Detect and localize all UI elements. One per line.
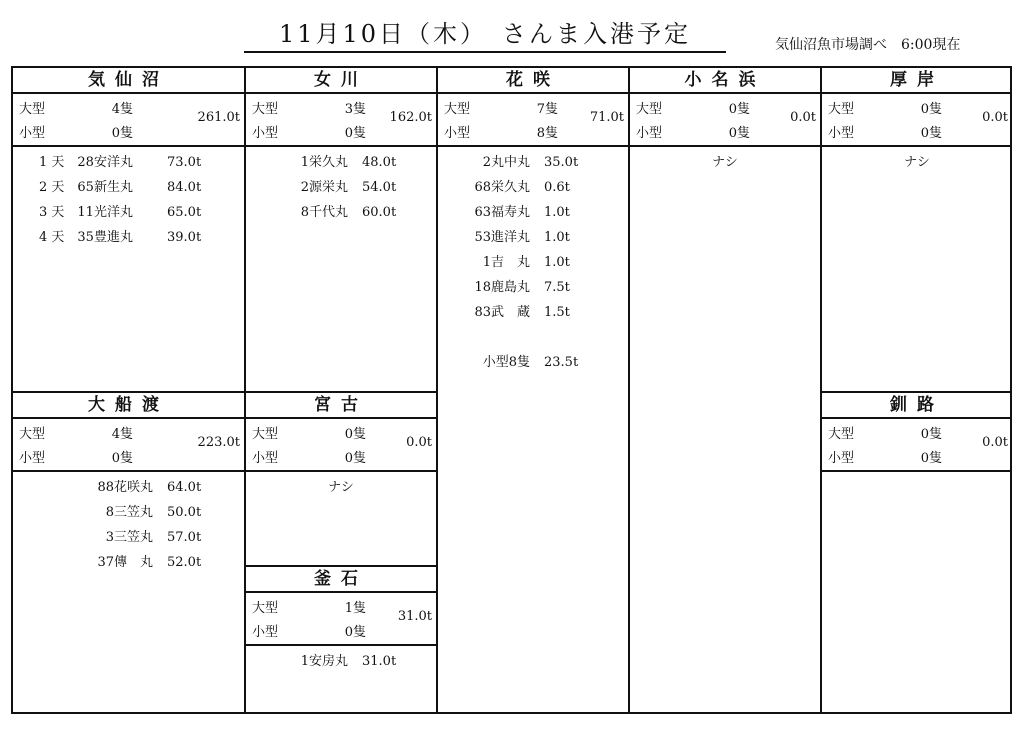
vessel-name: 2丸中丸 (482, 155, 530, 170)
port-name: 花咲 (438, 68, 628, 94)
large-label: 大型 (252, 427, 279, 442)
vessel-tonnage: 84.0t (167, 180, 202, 195)
large-count: 0隻 (920, 102, 942, 117)
vessel-list (438, 147, 628, 378)
port-summary (13, 94, 244, 147)
large-count: 1隻 (344, 601, 366, 616)
port-summary (630, 94, 820, 147)
vessel-name: 53進洋丸 (474, 230, 530, 245)
vessel-tonnage: 0.6t (544, 180, 570, 195)
large-label: 大型 (252, 601, 279, 616)
vessel-tonnage: 1.0t (544, 205, 570, 220)
vessel-name: 小型8隻 (482, 355, 530, 370)
vessel-row (13, 203, 244, 228)
port-miyako (246, 393, 436, 565)
total-tonnage: 0.0t (982, 435, 1008, 450)
vessel-name: 1栄久丸 (300, 155, 348, 170)
vessel-name: 68栄久丸 (474, 180, 530, 195)
vessel-row (438, 178, 628, 203)
total-tonnage: 0.0t (790, 110, 816, 125)
port-ofunato (13, 393, 244, 715)
vessel-name: 3 天 11光洋丸 (39, 205, 133, 220)
vessel-tonnage: 1.0t (544, 230, 570, 245)
no-arrivals: ナシ (712, 155, 738, 170)
small-label: 小型 (252, 126, 279, 141)
port-name: 厚岸 (822, 68, 1012, 94)
port-summary (246, 593, 436, 646)
vessel-name: 1安房丸 (300, 654, 348, 669)
port-summary (246, 94, 436, 147)
no-arrivals: ナシ (328, 480, 354, 495)
vessel-name: 3三笠丸 (105, 530, 153, 545)
vessel-name: 8三笠丸 (105, 505, 153, 520)
small-label: 小型 (19, 126, 46, 141)
vessel-tonnage: 73.0t (167, 155, 202, 170)
vessel-row (438, 353, 628, 378)
vessel-row (246, 178, 436, 203)
port-name: 小名浜 (630, 68, 820, 94)
port-summary (822, 94, 1012, 147)
large-label: 大型 (19, 102, 46, 117)
port-summary (438, 94, 628, 147)
vessel-name: 1吉 丸 (482, 255, 530, 270)
vessel-tonnage: 50.0t (167, 505, 202, 520)
vessel-tonnage: 60.0t (362, 205, 397, 220)
large-count: 7隻 (536, 102, 558, 117)
no-arrivals: ナシ (904, 155, 930, 170)
port-name: 気仙沼 (13, 68, 244, 94)
vessel-list (13, 472, 244, 578)
total-tonnage: 261.0t (197, 110, 240, 125)
vessel-name: 88花咲丸 (97, 480, 153, 495)
vessel-list (13, 147, 244, 253)
port-name: 大船渡 (13, 393, 244, 419)
total-tonnage: 162.0t (389, 110, 432, 125)
vessel-name: 37傳 丸 (97, 555, 153, 570)
vessel-list (246, 147, 436, 228)
small-count: 0隻 (344, 451, 366, 466)
small-label: 小型 (828, 126, 855, 141)
large-count: 4隻 (111, 427, 133, 442)
source-note: 気仙沼魚市場調べ 6:00現在 (775, 37, 961, 53)
vessel-name: 83武 蔵 (474, 305, 530, 320)
total-tonnage: 0.0t (406, 435, 432, 450)
large-count: 3隻 (344, 102, 366, 117)
small-count: 0隻 (344, 126, 366, 141)
vessel-row (246, 153, 436, 178)
port-onagawa (246, 68, 436, 391)
vessel-row (438, 278, 628, 303)
vessel-tonnage: 52.0t (167, 555, 202, 570)
vessel-row (438, 253, 628, 278)
port-hanasaki (438, 68, 628, 715)
vessel-row (13, 553, 244, 578)
vessel-list (246, 646, 436, 677)
port-akkeshi (822, 68, 1012, 391)
vessel-row (13, 178, 244, 203)
vessel-name: 18鹿島丸 (474, 280, 530, 295)
vessel-name: 1 天 28安洋丸 (39, 155, 133, 170)
port-summary (246, 419, 436, 472)
vessel-row (438, 203, 628, 228)
vessel-name: 2源栄丸 (300, 180, 348, 195)
small-count: 8隻 (536, 126, 558, 141)
vessel-row (438, 303, 628, 328)
vessel-tonnage: 35.0t (544, 155, 579, 170)
vessel-name: 2 天 65新生丸 (39, 180, 133, 195)
vessel-row (13, 503, 244, 528)
small-count: 0隻 (728, 126, 750, 141)
small-count: 0隻 (111, 126, 133, 141)
vessel-name: 4 天 35豊進丸 (39, 230, 133, 245)
vessel-tonnage: 23.5t (544, 355, 579, 370)
vessel-tonnage: 39.0t (167, 230, 202, 245)
small-count: 0隻 (344, 625, 366, 640)
port-name: 釜石 (246, 567, 436, 593)
total-tonnage: 0.0t (982, 110, 1008, 125)
vessel-row (13, 528, 244, 553)
vessel-tonnage: 54.0t (362, 180, 397, 195)
vessel-row (246, 652, 436, 677)
large-label: 大型 (636, 102, 663, 117)
vessel-name: 8千代丸 (300, 205, 348, 220)
port-kamaishi (246, 567, 436, 715)
large-label: 大型 (19, 427, 46, 442)
large-label: 大型 (444, 102, 471, 117)
vessel-row (438, 328, 628, 353)
small-label: 小型 (252, 625, 279, 640)
small-count: 0隻 (111, 451, 133, 466)
port-kesennuma (13, 68, 244, 391)
small-count: 0隻 (920, 451, 942, 466)
large-count: 0隻 (920, 427, 942, 442)
vessel-tonnage: 31.0t (362, 654, 397, 669)
page-title: 11月10日（木） さんま入港予定 (244, 14, 726, 53)
large-count: 0隻 (728, 102, 750, 117)
vessel-row (246, 203, 436, 228)
small-label: 小型 (444, 126, 471, 141)
port-table (11, 66, 1012, 714)
small-label: 小型 (828, 451, 855, 466)
port-name: 女川 (246, 68, 436, 94)
vessel-tonnage: 64.0t (167, 480, 202, 495)
vessel-tonnage: 65.0t (167, 205, 202, 220)
vessel-tonnage: 7.5t (544, 280, 570, 295)
vessel-row (438, 228, 628, 253)
vessel-tonnage: 1.5t (544, 305, 570, 320)
port-name: 宮古 (246, 393, 436, 419)
total-tonnage: 71.0t (589, 110, 624, 125)
vessel-tonnage: 48.0t (362, 155, 397, 170)
port-summary (13, 419, 244, 472)
small-label: 小型 (636, 126, 663, 141)
port-name: 釧路 (822, 393, 1012, 419)
total-tonnage: 31.0t (397, 609, 432, 624)
large-label: 大型 (828, 102, 855, 117)
large-label: 大型 (828, 427, 855, 442)
port-summary (822, 419, 1012, 472)
vessel-row (13, 153, 244, 178)
port-onahama (630, 68, 820, 715)
large-count: 4隻 (111, 102, 133, 117)
small-count: 0隻 (920, 126, 942, 141)
small-label: 小型 (19, 451, 46, 466)
vessel-row (13, 478, 244, 503)
vessel-tonnage: 1.0t (544, 255, 570, 270)
large-label: 大型 (252, 102, 279, 117)
total-tonnage: 223.0t (197, 435, 240, 450)
large-count: 0隻 (344, 427, 366, 442)
vessel-row (13, 228, 244, 253)
vessel-row (438, 153, 628, 178)
vessel-name: 63福寿丸 (474, 205, 530, 220)
vessel-tonnage: 57.0t (167, 530, 202, 545)
port-kushiro (822, 393, 1012, 715)
small-label: 小型 (252, 451, 279, 466)
